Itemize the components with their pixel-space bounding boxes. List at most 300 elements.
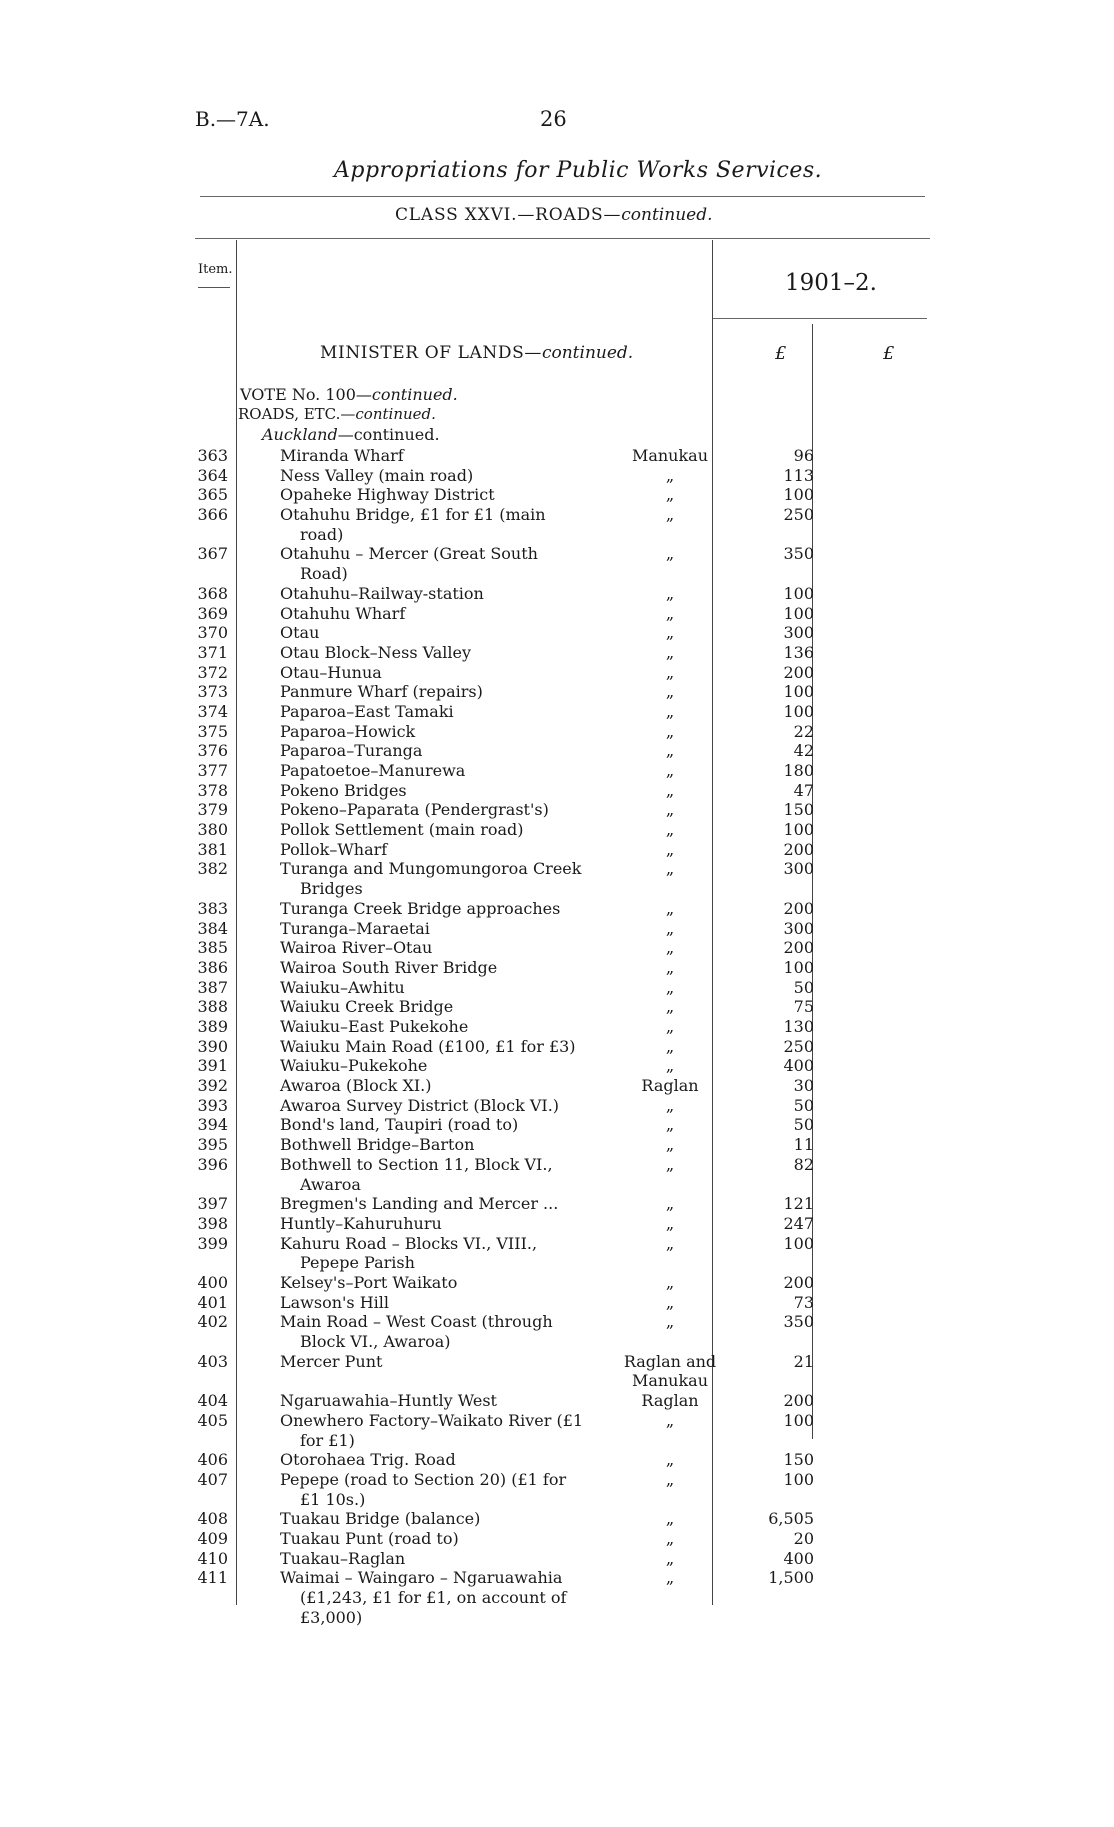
district: Manukau [631, 446, 709, 465]
item-number: 408 [197, 1509, 228, 1529]
amount: 47 [793, 780, 814, 800]
amount: 350 [783, 1312, 814, 1332]
item-number: 365 [197, 485, 228, 505]
amount: 100 [783, 583, 814, 603]
table-row [0, 1037, 1114, 1057]
amount: 21 [793, 1351, 814, 1371]
table-row [0, 1568, 1114, 1627]
item-number: 406 [197, 1450, 228, 1470]
item-description-text: Papatoetoe–Manurewa [280, 761, 466, 781]
amount: 100 [783, 1410, 814, 1430]
item-description [280, 544, 585, 583]
amount: 130 [783, 1016, 814, 1036]
item-description-text: Otau–Hunua [280, 662, 382, 682]
vote-heading [240, 385, 458, 404]
table-row [0, 466, 1114, 486]
district: „ [665, 780, 675, 800]
item-description-text: Pokeno Bridges [280, 780, 407, 800]
district: „ [665, 1036, 675, 1056]
item-description [280, 1135, 585, 1155]
item-number: 363 [197, 446, 228, 465]
table-row [0, 899, 1114, 919]
header-top-rule [195, 238, 930, 239]
amount: 22 [793, 721, 814, 741]
item-description [280, 663, 585, 683]
amount: 11 [793, 1135, 814, 1155]
table-row [0, 781, 1114, 801]
item-description [280, 1509, 585, 1529]
amount: 250 [783, 505, 814, 525]
item-description [280, 1411, 585, 1450]
amount: 200 [783, 1391, 814, 1411]
district: „ [665, 1115, 675, 1135]
item-description-text: Otau Block–Ness Valley [280, 642, 471, 662]
item-number: 373 [197, 682, 228, 702]
district: „ [665, 997, 675, 1017]
item-description-text: Tuakau Bridge (balance) [280, 1509, 481, 1529]
table-row [0, 1391, 1114, 1411]
district: „ [665, 741, 675, 761]
amount: 113 [783, 465, 814, 485]
page-title: Appropriations for Public Works Services. [334, 158, 823, 183]
item-description [280, 1312, 585, 1351]
district: „ [665, 682, 675, 702]
item-description-text: Waimai – Waingaro – Ngaruawahia (£1,243, £1 for £1, on account of £3,000) [280, 1568, 567, 1627]
item-number: 376 [197, 741, 228, 761]
class-heading-suffix: continued. [621, 205, 713, 225]
district: „ [665, 623, 675, 643]
table-row [0, 702, 1114, 722]
amount: 200 [783, 839, 814, 859]
amount: 100 [783, 820, 814, 840]
item-description [280, 682, 585, 702]
region-name: Auckland [262, 425, 338, 444]
table-row [0, 761, 1114, 781]
item-number: 396 [197, 1154, 228, 1174]
title-rule [200, 196, 925, 197]
table-row [0, 958, 1114, 978]
item-number: 402 [197, 1312, 228, 1332]
item-description-text: Waiuku–Awhitu [280, 977, 405, 997]
table-row [0, 584, 1114, 604]
item-number: 369 [197, 603, 228, 623]
item-number: 375 [197, 721, 228, 741]
amount: 247 [783, 1213, 814, 1233]
region-heading [262, 425, 440, 444]
item-number: 378 [197, 780, 228, 800]
item-number: 397 [197, 1194, 228, 1214]
item-description-text: Wairoa River–Otau [280, 938, 433, 958]
district: „ [665, 485, 675, 505]
item-number: 370 [197, 623, 228, 643]
item-description [280, 1155, 585, 1194]
item-description [280, 919, 585, 939]
district: „ [665, 603, 675, 623]
table-row [0, 859, 1114, 898]
item-description-text: Paparoa–Turanga [280, 741, 423, 761]
table-row [0, 1234, 1114, 1273]
item-number: 371 [197, 642, 228, 662]
item-description [280, 781, 585, 801]
item-description-text: Waiuku Main Road (£100, £1 for £3) [280, 1036, 576, 1056]
item-description-text: Bond's land, Taupiri (road to) [280, 1115, 519, 1135]
item-description [280, 485, 585, 505]
item-number: 386 [197, 957, 228, 977]
table-row [0, 1115, 1114, 1135]
minister-heading-suffix: continued. [541, 343, 634, 363]
item-number: 398 [197, 1213, 228, 1233]
item-number: 392 [197, 1076, 228, 1096]
item-description-text: Turanga and Mungomungoroa Creek Bridges [280, 859, 582, 899]
item-description-text: Otahuhu Wharf [280, 603, 406, 623]
item-description-text: Waiuku Creek Bridge [280, 997, 454, 1017]
item-description [280, 978, 585, 998]
district: „ [665, 938, 675, 958]
table-row [0, 1155, 1114, 1194]
item-description-text: Pollok–Wharf [280, 839, 388, 859]
amount: 100 [783, 485, 814, 505]
item-description [280, 584, 585, 604]
item-description [280, 1017, 585, 1037]
table-row [0, 978, 1114, 998]
item-description-text: Paparoa–East Tamaki [280, 701, 454, 721]
item-number: 393 [197, 1095, 228, 1115]
district: „ [665, 918, 675, 938]
item-description [280, 1529, 585, 1549]
item-description [280, 820, 585, 840]
table-row [0, 1549, 1114, 1569]
table-row [0, 1273, 1114, 1293]
amount: 100 [783, 1233, 814, 1253]
amount: 300 [783, 623, 814, 643]
item-number: 374 [197, 701, 228, 721]
item-description [280, 1450, 585, 1470]
item-description-text: Waiuku–Pukekohe [280, 1056, 428, 1076]
item-number: 390 [197, 1036, 228, 1056]
item-description [280, 1037, 585, 1057]
table-row [0, 1096, 1114, 1116]
amount: 200 [783, 1272, 814, 1292]
item-number: 401 [197, 1292, 228, 1312]
table-row [0, 800, 1114, 820]
item-description [280, 1549, 585, 1569]
item-description-text: Pollok Settlement (main road) [280, 820, 524, 840]
item-description [280, 741, 585, 761]
table-row [0, 604, 1114, 624]
amount: 96 [793, 446, 814, 465]
item-description [280, 1568, 585, 1627]
item-description [280, 958, 585, 978]
item-number: 368 [197, 583, 228, 603]
currency-label-totals: £ [883, 343, 895, 364]
item-description [280, 1470, 585, 1509]
table-row [0, 1214, 1114, 1234]
district: „ [665, 465, 675, 485]
amount: 100 [783, 957, 814, 977]
item-description-text: Paparoa–Howick [280, 721, 416, 741]
amount: 30 [793, 1076, 814, 1096]
table-row [0, 505, 1114, 544]
item-number: 372 [197, 662, 228, 682]
item-description [280, 1293, 585, 1313]
item-description-text: Ngaruawahia–Huntly West [280, 1391, 497, 1411]
table-row [0, 919, 1114, 939]
table-row [0, 1076, 1114, 1096]
district: „ [665, 721, 675, 741]
item-number: 394 [197, 1115, 228, 1135]
item-description [280, 761, 585, 781]
table-row [0, 741, 1114, 761]
item-number: 381 [197, 839, 228, 859]
amount: 136 [783, 642, 814, 662]
item-description-text: Pepepe (road to Section 20) (£1 for £1 10s.) [280, 1469, 567, 1509]
district: „ [665, 642, 675, 662]
minister-heading [320, 343, 633, 363]
item-number: 403 [197, 1351, 228, 1371]
item-description [280, 1214, 585, 1234]
item-description-text: Mercer Punt [280, 1351, 383, 1371]
district: „ [665, 1233, 675, 1253]
amount: 100 [783, 1469, 814, 1489]
item-description [280, 938, 585, 958]
item-description-text: Kelsey's–Port Waikato [280, 1272, 458, 1292]
item-description-text: Lawson's Hill [280, 1292, 390, 1312]
amount: 400 [783, 1056, 814, 1076]
amount: 100 [783, 682, 814, 702]
amount: 100 [783, 701, 814, 721]
amount: 82 [793, 1154, 814, 1174]
table-row [0, 682, 1114, 702]
item-number: 411 [197, 1568, 228, 1588]
district: Raglan [641, 1391, 699, 1411]
table-row [0, 1450, 1114, 1470]
item-description [280, 1056, 585, 1076]
item-description-text: Otorohaea Trig. Road [280, 1450, 456, 1470]
amount: 200 [783, 898, 814, 918]
item-description-text: Turanga Creek Bridge approaches [280, 898, 561, 918]
item-description [280, 1194, 585, 1214]
item-column-header: Item. [198, 262, 233, 277]
district: Raglan [641, 1076, 699, 1096]
page-number: 26 [540, 107, 567, 131]
item-number: 400 [197, 1272, 228, 1292]
district: „ [665, 1548, 675, 1568]
item-description [280, 466, 585, 486]
district: „ [665, 898, 675, 918]
roads-heading [238, 405, 436, 423]
item-number: 367 [197, 544, 228, 564]
item-description-text: Turanga–Maraetai [280, 918, 430, 938]
item-description [280, 1115, 585, 1135]
amount: 150 [783, 1450, 814, 1470]
district: „ [665, 1292, 675, 1312]
item-number: 387 [197, 977, 228, 997]
amount: 20 [793, 1528, 814, 1548]
item-description-text: Onewhero Factory–Waikato River (£1 for £1) [280, 1410, 584, 1450]
table-row [0, 663, 1114, 683]
item-description-text: Opaheke Highway District [280, 485, 495, 505]
item-description-text: Bothwell to Section 11, Block VI., Awaroa [280, 1154, 553, 1194]
item-description-text: Kahuru Road – Blocks VI., VIII., Pepepe Parish [280, 1233, 538, 1273]
district: „ [665, 1568, 675, 1588]
item-description [280, 702, 585, 722]
item-description-text: Otahuhu–Railway-station [280, 583, 484, 603]
district: „ [665, 583, 675, 603]
item-number: 409 [197, 1528, 228, 1548]
item-description-text: Panmure Wharf (repairs) [280, 682, 483, 702]
item-description [280, 623, 585, 643]
amount: 50 [793, 1095, 814, 1115]
item-description-text: Huntly–Kahuruhuru [280, 1213, 442, 1233]
item-description-text: Pokeno–Paparata (Pendergrast's) [280, 800, 549, 820]
item-description [280, 604, 585, 624]
table-row [0, 840, 1114, 860]
amount: 6,505 [768, 1509, 814, 1529]
district: „ [665, 1450, 675, 1470]
table-row [0, 722, 1114, 742]
item-description-text: Bothwell Bridge–Barton [280, 1135, 475, 1155]
amount: 50 [793, 977, 814, 997]
district: „ [665, 839, 675, 859]
district: „ [665, 1213, 675, 1233]
district: „ [665, 505, 675, 525]
table-row [0, 820, 1114, 840]
vote-heading-suffix: continued. [371, 385, 458, 404]
item-number: 388 [197, 997, 228, 1017]
table-row [0, 1352, 1114, 1391]
item-number: 399 [197, 1233, 228, 1253]
table-row [0, 1293, 1114, 1313]
item-number: 395 [197, 1135, 228, 1155]
item-description-text: Bregmen's Landing and Mercer ... [280, 1194, 559, 1214]
item-number: 405 [197, 1410, 228, 1430]
item-description-text: Miranda Wharf [280, 446, 404, 465]
item-description [280, 643, 585, 663]
district: „ [665, 761, 675, 781]
appropriations-table [0, 446, 1114, 1627]
amount: 75 [793, 997, 814, 1017]
table-row [0, 446, 1114, 466]
table-row [0, 1056, 1114, 1076]
district: „ [665, 1135, 675, 1155]
document-reference: B.—7A. [195, 107, 270, 131]
class-heading-prefix: CLASS XXVI.—ROADS— [395, 205, 622, 225]
item-number: 382 [197, 859, 228, 879]
amount: 300 [783, 918, 814, 938]
item-description-text: Awaroa Survey District (Block VI.) [280, 1095, 560, 1115]
item-description [280, 1234, 585, 1273]
item-number: 404 [197, 1391, 228, 1411]
table-row [0, 643, 1114, 663]
district: „ [665, 1410, 675, 1430]
table-row [0, 1017, 1114, 1037]
district: „ [665, 701, 675, 721]
item-description-text: Wairoa South River Bridge [280, 957, 498, 977]
year-underline [712, 318, 927, 319]
amount: 73 [793, 1292, 814, 1312]
table-row [0, 1312, 1114, 1351]
amount: 250 [783, 1036, 814, 1056]
item-header-underline [198, 287, 230, 288]
district: „ [665, 1272, 675, 1292]
table-row [0, 1135, 1114, 1155]
table-row [0, 1194, 1114, 1214]
amount: 200 [783, 938, 814, 958]
amount: 300 [783, 859, 814, 879]
district: „ [665, 1154, 675, 1174]
roads-heading-suffix: continued. [355, 405, 436, 423]
district: „ [665, 662, 675, 682]
item-description [280, 1076, 585, 1096]
amount: 150 [783, 800, 814, 820]
district: „ [665, 820, 675, 840]
item-number: 379 [197, 800, 228, 820]
district: „ [665, 1528, 675, 1548]
roads-heading-prefix: ROADS, ETC.— [238, 405, 356, 423]
item-description-text: Otahuhu Bridge, £1 for £1 (main road) [280, 505, 546, 544]
vote-heading-prefix: VOTE No. 100— [240, 385, 372, 404]
item-number: 389 [197, 1016, 228, 1036]
table-row [0, 1509, 1114, 1529]
table-row [0, 997, 1114, 1017]
item-number: 407 [197, 1469, 228, 1489]
item-description [280, 997, 585, 1017]
district: „ [665, 1509, 675, 1529]
item-description [280, 446, 585, 466]
table-row [0, 938, 1114, 958]
region-heading-suffix: —continued. [337, 425, 440, 444]
district: „ [665, 957, 675, 977]
item-description-text: Awaroa (Block XI.) [280, 1076, 432, 1096]
currency-label-items: £ [775, 343, 787, 364]
table-row [0, 544, 1114, 583]
amount: 180 [783, 761, 814, 781]
item-number: 364 [197, 465, 228, 485]
district: „ [665, 1016, 675, 1036]
minister-heading-prefix: MINISTER OF LANDS— [320, 343, 542, 363]
item-description [280, 722, 585, 742]
item-description [280, 505, 585, 544]
amount: 200 [783, 662, 814, 682]
table-row [0, 1411, 1114, 1450]
district: „ [665, 1194, 675, 1214]
item-description-text: Ness Valley (main road) [280, 465, 474, 485]
item-description-text: Main Road – West Coast (through Block VI., Awaroa) [280, 1312, 553, 1352]
amount: 100 [783, 603, 814, 623]
table-row [0, 623, 1114, 643]
item-description [280, 840, 585, 860]
district: „ [665, 1469, 675, 1489]
item-number: 377 [197, 761, 228, 781]
class-heading [395, 205, 712, 225]
amount: 121 [783, 1194, 814, 1214]
item-number: 410 [197, 1548, 228, 1568]
amount: 400 [783, 1548, 814, 1568]
district: „ [665, 859, 675, 879]
table-row [0, 1529, 1114, 1549]
district: „ [665, 800, 675, 820]
item-number: 383 [197, 898, 228, 918]
item-description [280, 800, 585, 820]
district: Raglan and Manukau [623, 1351, 717, 1391]
table-row [0, 485, 1114, 505]
item-description [280, 1096, 585, 1116]
item-description [280, 1391, 585, 1411]
item-description [280, 859, 585, 898]
table-row [0, 1470, 1114, 1509]
item-number: 391 [197, 1056, 228, 1076]
item-description-text: Waiuku–East Pukekohe [280, 1016, 469, 1036]
